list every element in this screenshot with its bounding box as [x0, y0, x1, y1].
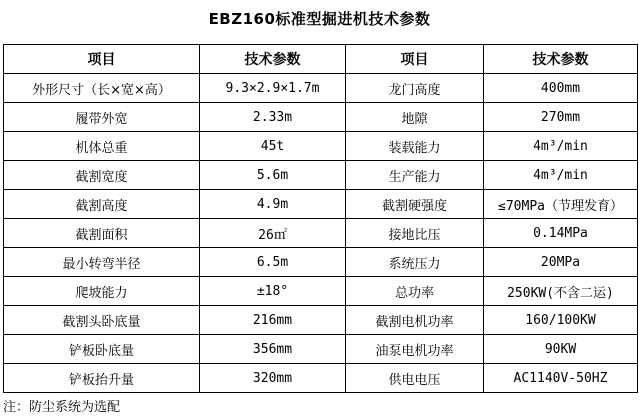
table-row [4, 335, 638, 364]
spec-value: 6.5m [200, 248, 346, 277]
spec-item-label: 生产能力 [346, 161, 484, 190]
spec-value: 26㎡ [200, 219, 346, 248]
spec-item-label: 截割宽度 [4, 161, 200, 190]
table-row [4, 306, 638, 335]
table-row [4, 277, 638, 306]
spec-item-label: 履带外宽 [4, 103, 200, 132]
spec-item-label: 系统压力 [346, 248, 484, 277]
spec-item-label: 地隙 [346, 103, 484, 132]
spec-item-label: 接地比压 [346, 219, 484, 248]
spec-item-label: 截割高度 [4, 190, 200, 219]
spec-value: 4m³/min [484, 161, 638, 190]
spec-item-label: 机体总重 [4, 132, 200, 161]
spec-value: 90KW [484, 335, 638, 364]
spec-value: 45t [200, 132, 346, 161]
spec-item-label: 截割面积 [4, 219, 200, 248]
spec-value: 9.3×2.9×1.7m [200, 74, 346, 103]
table-row [4, 132, 638, 161]
table-row [4, 364, 638, 393]
footnote: 注：防尘系统为选配 [3, 400, 121, 415]
spec-value: 4.9m [200, 190, 346, 219]
spec-item-label: 截割电机功率 [346, 306, 484, 335]
spec-item-label: 装载能力 [346, 132, 484, 161]
spec-item-label: 龙门高度 [346, 74, 484, 103]
table-row [4, 190, 638, 219]
spec-value: 250KW(不含二运) [484, 277, 638, 306]
header-param-left: 技术参数 [200, 45, 346, 74]
spec-item-label: 供电电压 [346, 364, 484, 393]
spec-item-label: 铲板抬升量 [4, 364, 200, 393]
spec-value: 400mm [484, 74, 638, 103]
spec-item-label: 截割头卧底量 [4, 306, 200, 335]
spec-value: 160/100KW [484, 306, 638, 335]
spec-value: 0.14MPa [484, 219, 638, 248]
spec-value: ≤70MPa（节理发育） [484, 190, 638, 219]
spec-item-label: 截割硬强度 [346, 190, 484, 219]
table-row [4, 74, 638, 103]
spec-value: 270mm [484, 103, 638, 132]
spec-value: ±18° [200, 277, 346, 306]
spec-item-label: 外形尺寸（长×宽×高） [4, 74, 200, 103]
table-row [4, 103, 638, 132]
spec-table [3, 44, 638, 393]
header-item-left: 项目 [4, 45, 200, 74]
spec-item-label: 油泵电机功率 [346, 335, 484, 364]
spec-value: 2.33m [200, 103, 346, 132]
header-param-right: 技术参数 [484, 45, 638, 74]
spec-value: 320mm [200, 364, 346, 393]
spec-item-label: 铲板卧底量 [4, 335, 200, 364]
spec-value: AC1140V-50HZ [484, 364, 638, 393]
spec-item-label: 爬坡能力 [4, 277, 200, 306]
table-row [4, 161, 638, 190]
page-title: EBZ160标准型掘进机技术参数 [208, 10, 431, 28]
table-row [4, 248, 638, 277]
spec-value: 5.6m [200, 161, 346, 190]
spec-value: 216mm [200, 306, 346, 335]
spec-item-label: 总功率 [346, 277, 484, 306]
spec-item-label: 最小转弯半径 [4, 248, 200, 277]
table-row [4, 219, 638, 248]
spec-value: 20MPa [484, 248, 638, 277]
header-row [4, 45, 638, 74]
header-item-right: 项目 [346, 45, 484, 74]
spec-value: 4m³/min [484, 132, 638, 161]
spec-value: 356mm [200, 335, 346, 364]
